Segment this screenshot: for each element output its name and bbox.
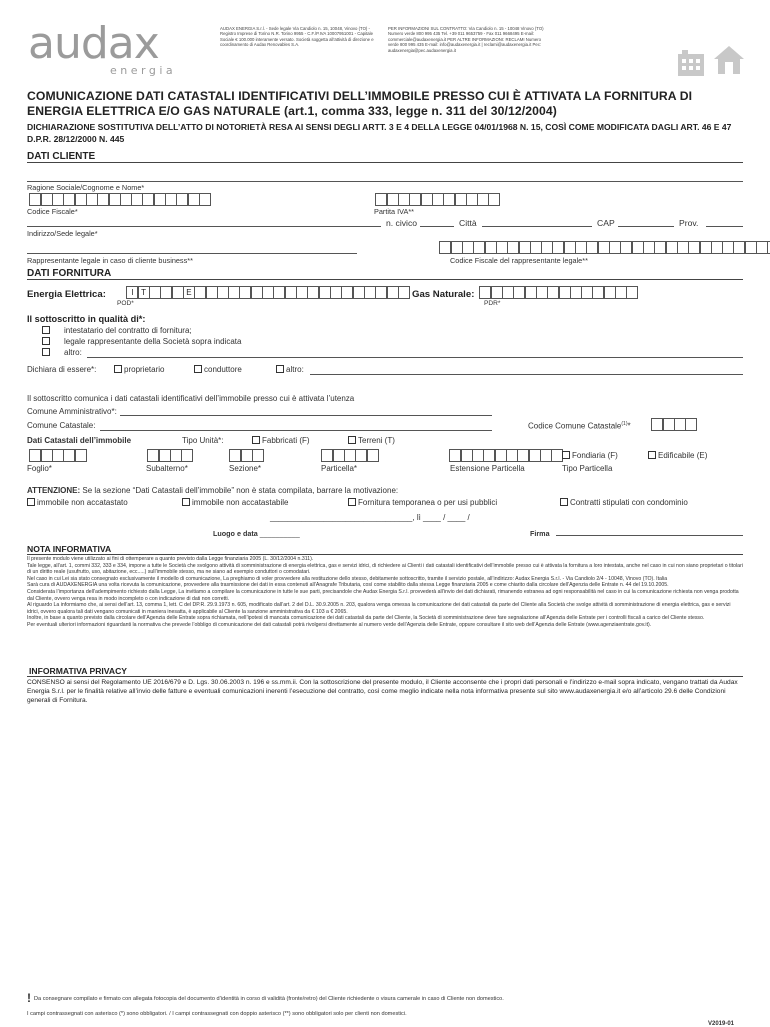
qualita-option[interactable]: intestatario del contratto di fornitura; — [42, 326, 192, 335]
section-rule — [27, 554, 743, 555]
altro-input[interactable] — [87, 357, 743, 358]
tipo-particella-label: Tipo Particella — [562, 464, 613, 473]
codice-fiscale-label: Codice Fiscale* — [27, 207, 78, 216]
nota-heading: NOTA INFORMATIVA — [27, 544, 112, 554]
buildings-icon — [676, 48, 706, 81]
altro-dichiara-input[interactable] — [310, 374, 743, 375]
house-icon — [712, 44, 746, 81]
foglio-label: Foglio* — [27, 464, 52, 473]
checkbox[interactable] — [560, 498, 568, 506]
rappresentante-input[interactable] — [27, 253, 357, 254]
citta-label: Città — [459, 218, 477, 228]
particella-boxes[interactable] — [322, 449, 379, 462]
section-rule — [27, 279, 743, 280]
prov-input[interactable] — [706, 226, 743, 227]
estensione-label: Estensione Particella — [450, 464, 525, 473]
cap-label: CAP — [597, 218, 615, 228]
fabbricati-option[interactable]: Fabbricati (F) — [252, 436, 310, 445]
form-subtitle: DICHIARAZIONE SOSTITUTIVA DELL’ATTO DI NOTORIETÀ RESA AI SENSI DEGLI ARTT. 3 E 4 DELLA LEGGE 04/01/1968 N. 15, COSÌ COME MODIFICATA DAGLI ART. 46 E 47 D.P.R. 28/12/2000 N. 445 — [27, 122, 732, 144]
partita-iva-boxes[interactable] — [376, 193, 500, 206]
cf-rappresentante-label: Codice Fiscale del rappresentante legale** — [450, 256, 588, 265]
qualita-option[interactable]: altro: — [42, 348, 82, 357]
dati-immobile-label: Dati Catastali dell’immobile — [27, 436, 132, 445]
cf-rappresentante-boxes[interactable] — [440, 241, 770, 254]
checkbox[interactable] — [276, 365, 284, 373]
qualita-option[interactable]: legale rappresentante della Società sopra indicata — [42, 337, 241, 346]
conduttore-option[interactable]: conduttore — [194, 365, 242, 374]
privacy-text: CONSENSO ai sensi del Regolamento UE 2016/679 e D. Lgs. 30.06.2003 n. 196 e ss.mm.ii. Con la sottoscrizione del presente modulo, il Cliente acconsente che i propri dati personali e l’indirizzo e-mail sopra indicato, vengano trattati da Audax Energia S.r.l. per le finalità relative all’invio delle fatture e eventuali comunicazioni inerenti l’esecuzione del contratto, così come meglio indicate nella nota informativa presente sul sito www.audaxenergia.it e/o all’articolo 29.6 delle Condizioni generali di Fornitura. — [27, 679, 738, 704]
section-dati-cliente: DATI CLIENTE — [27, 151, 96, 162]
checkbox[interactable] — [348, 436, 356, 444]
estensione-boxes[interactable] — [450, 449, 563, 462]
tipo-unita-label: Tipo Unità*: — [182, 436, 224, 445]
comune-catastale-label: Comune Catastale: — [27, 421, 96, 430]
checkbox[interactable] — [182, 498, 190, 506]
checkbox[interactable] — [252, 436, 260, 444]
privacy-heading: INFORMATIVA PRIVACY — [29, 666, 128, 676]
dichiara-label: Dichiara di essere*: — [27, 365, 97, 374]
sezione-label: Sezione* — [229, 464, 262, 473]
partita-iva-label: Partita IVA** — [374, 207, 415, 216]
checkbox[interactable] — [42, 326, 50, 334]
codice-comune-boxes[interactable] — [652, 418, 697, 431]
citta-input[interactable] — [482, 226, 592, 227]
cap-input[interactable] — [618, 226, 674, 227]
footer-note-1: ! Da consegnare compilato e firmato con allegata fotocopia del documento d’identità in corso di validità (fronte/retro) del Cliente richiedente o visura camerale in caso di Cliente non domestico. — [27, 991, 504, 1005]
version-label: V2019-01 — [708, 1021, 735, 1027]
proprietario-option[interactable]: proprietario — [114, 365, 164, 374]
codice-fiscale-boxes[interactable] — [30, 193, 211, 206]
energia-label: Energia Elettrica: — [27, 289, 106, 300]
n-civico-input[interactable] — [420, 226, 454, 227]
codice-comune-label: Codice Comune Catastale$^{(1)}$* — [528, 421, 631, 431]
qualita-heading: Il sottoscritto in qualità di*: — [27, 314, 146, 324]
footer-note-2: I campi contrassegnati con asterisco (*) sono obbligatori. / I campi contrassegnati con doppio asterisco (**) sono obbligatori solo per clienti non domestici. — [27, 1011, 407, 1017]
n-civico-label: n. civico — [386, 218, 418, 228]
edificabile-option[interactable]: Edificabile (E) — [648, 451, 707, 460]
ragione-sociale-label: Ragione Sociale/Cognome e Nome* — [27, 183, 145, 192]
comune-catastale-input[interactable] — [100, 430, 492, 431]
non-accatastabile-option[interactable]: immobile non accatastabile — [182, 498, 289, 507]
ragione-sociale-input[interactable] — [27, 181, 743, 182]
gas-label: Gas Naturale: — [412, 289, 475, 300]
particella-label: Particella* — [321, 464, 358, 473]
contact-info: PER INFORMAZIONI SUL CONTRATTO: Via Candiolo n. 15 - 10048 Vinovo (TO) Numero verde 800 995 435 Tel. +39 011 9653759 - Fax 011 9668495 E-mail: commerciale@audaxenergia.it PER ALTRE INFORMAZIONI: RECLAMI Numero verde 800 995 435 E-mail: info@audaxenergia.it | reclami@audaxenergia.it Pec: audaxenergia@pec.audaxenergia.it — [388, 26, 544, 53]
checkbox[interactable] — [348, 498, 356, 506]
checkbox[interactable] — [114, 365, 122, 373]
logo-wordmark: audax — [28, 18, 159, 69]
non-accatastato-option[interactable]: immobile non accatastato — [27, 498, 128, 507]
checkbox[interactable] — [194, 365, 202, 373]
section-rule — [27, 676, 743, 677]
foglio-boxes[interactable] — [30, 449, 87, 462]
terreni-option[interactable]: Terreni (T) — [348, 436, 395, 445]
subalterno-boxes[interactable] — [148, 449, 193, 462]
comune-amministrativo-input[interactable] — [120, 415, 492, 416]
fornitura-temporanea-option[interactable]: Fornitura temporanea o per usi pubblici — [348, 498, 497, 507]
checkbox[interactable] — [42, 348, 50, 356]
checkbox[interactable] — [27, 498, 35, 506]
company-info: AUDAX ENERGIA S.r.l. - Sede legale Via Candiolo n. 15, 10048, Vinovo (TO) - Registro Imprese di Torino N.R. Torino 9955 - C.F./P.IVA 10007951001 - Capitale Sociale € 100.000 interamente versato. Società soggetta all’attività di direzione e coordinamento di Audax Renovables S.A. — [220, 26, 374, 48]
checkbox[interactable] — [562, 451, 570, 459]
audax-logo — [28, 18, 188, 84]
pod-boxes[interactable]: I T E — [127, 286, 410, 299]
comune-amministrativo-label: Comune Amministrativo*: — [27, 407, 117, 416]
checkbox[interactable] — [648, 451, 656, 459]
section-dati-fornitura: DATI FORNITURA — [27, 268, 112, 279]
luogo-data-label: Luogo e data __________ — [213, 529, 300, 538]
subalterno-label: Subalterno* — [146, 464, 188, 473]
pod-label: POD* — [117, 300, 134, 307]
logo-subtitle: energia — [110, 64, 177, 77]
nota-text: Il presente modulo viene utilizzato ai fini di ottemperare a quanto previsto dalla Legge finanziaria 2005 (L. 30/12/2004 n.311). Tale legge, all’art. 1, commi 332, 333 e 334, impone a tutte le Società che svolgono attività di somministrazione di energia elettrica, gas e servizi idrici, di richiedere ai Clienti i dati catastali identificativi dell’immobile presso cui è attivata la fornitura a loro intestata, anche nel caso in cui non siano proprietari o titolari di un diritto reale (usufrutto, uso, abitazione, ecc.....) sull’immobile stesso, ma ne siano ad esempio conduttori o comodatari. Nel caso in cui Lei sia stato consegnato esclusivamente il modello di comunicazione, La preghiamo di voler provvedere alla restituzione dello stesso, debitamente sottoscritto, tramite il servizio postale, all’indirizzo: Audax Energia S.r.l. - Via Candiolo 2/4 - 10048, Vinovo (TO). Italia Sarà cura di AUDAXENERGIA una volta ricevuta la comunicazione, provvedere alla trasmissione dei dati in essa contenuti all’Anagrafe Tributaria, così come stabilito dalla stessa Legge finanziaria 2005 e come chiarito dalla circolare dell’Agenzia delle Entrate n. 44 del 19.10.2005. Considerata l’importanza dell’adempimento richiesto dalla Legge, La invitiamo a compilare la comunicazione in tutte le sue parti, precisandole che Audax Energia S.r.l. provvederà all’invio dei dati dichiarati, rimanendo estranea ad ogni responsabilità nel caso in cui la comunicazione richiesta non venga prodotta dal Cliente, ovvero venga resa in modo incompleto o con indicazione di dati non corretti. Al riguardo La informiamo che, ai sensi dell’art. 13, comma 1, lett. C del DP.R. 29.9.1973 n. 605, modificato dall’art. 2 del D.L. 30.9.2005 n. 203, qualora venga omessa la comunicazione dei dati catastali da parte del Cliente alla Società che svolge attività di somministrazione di energia elettrica, gas e servizi idrici, ovvero qualora tali dati vengano comunicati in maniera inesatta, è applicabile al Cliente la sanzione amministrativa da € 103 a € 2065. Inoltre, in base a quanto previsto dalla circolare dell’Agenzia delle Entrate sopra richiamata, nell’ipotesi di mancata comunicazione dei dati catastali da parte del Cliente, la Società di somministrazione deve fare segnalazione all’Agenzia delle Entrate per i controlli fiscali a carico del Cliente stesso. Per eventuali ulteriori informazioni riguardanti la normativa che prevede l’obbligo di comunicazione dei dati catastali potrà rivolgersi direttamente al numero verde dell’Agenzia delle Entrate, oppure consultare il sito web dell’Agenzia delle Entrate (www.agenziaentrate.gov.it). — [27, 556, 743, 628]
section-rule — [27, 162, 743, 163]
pdr-boxes[interactable] — [480, 286, 638, 299]
prov-label: Prov. — [679, 218, 699, 228]
indirizzo-input[interactable] — [27, 226, 381, 227]
condominio-option[interactable]: Contratti stipulati con condominio — [560, 498, 688, 507]
pdr-label: PDR* — [484, 300, 501, 307]
firma-label: Firma — [530, 529, 550, 538]
attenzione-text: ATTENZIONE: Se la sezione “Dati Catastali dell’immobile” non è stata compilata, barrare la motivazione: — [27, 486, 399, 495]
firma-input[interactable] — [556, 535, 743, 536]
catastali-intro: Il sottoscritto comunica i dati catastali identificativi dell’immobile presso cui è attivata l’utenza — [27, 394, 355, 403]
checkbox[interactable] — [42, 337, 50, 345]
form-title: COMUNICAZIONE DATI CATASTALI IDENTIFICATIVI DELL’IMMOBILE PRESSO CUI È ATTIVATA LA FORNITURA DI ENERGIA ELETTRICA E/O GAS NATURALE (art.1, comma 333, legge n. 311 del 30/12/2004) — [27, 89, 693, 118]
luogo-data-input[interactable]: ________________________________, lì ____ / ____ / — [270, 513, 470, 522]
fondiaria-option[interactable]: Fondiaria (F) — [562, 451, 618, 460]
sezione-boxes[interactable] — [230, 449, 264, 462]
altro-option[interactable]: altro: — [276, 365, 304, 374]
indirizzo-label: Indirizzo/Sede legale* — [27, 229, 98, 238]
rappresentante-label: Rappresentante legale in caso di cliente business** — [27, 256, 193, 265]
